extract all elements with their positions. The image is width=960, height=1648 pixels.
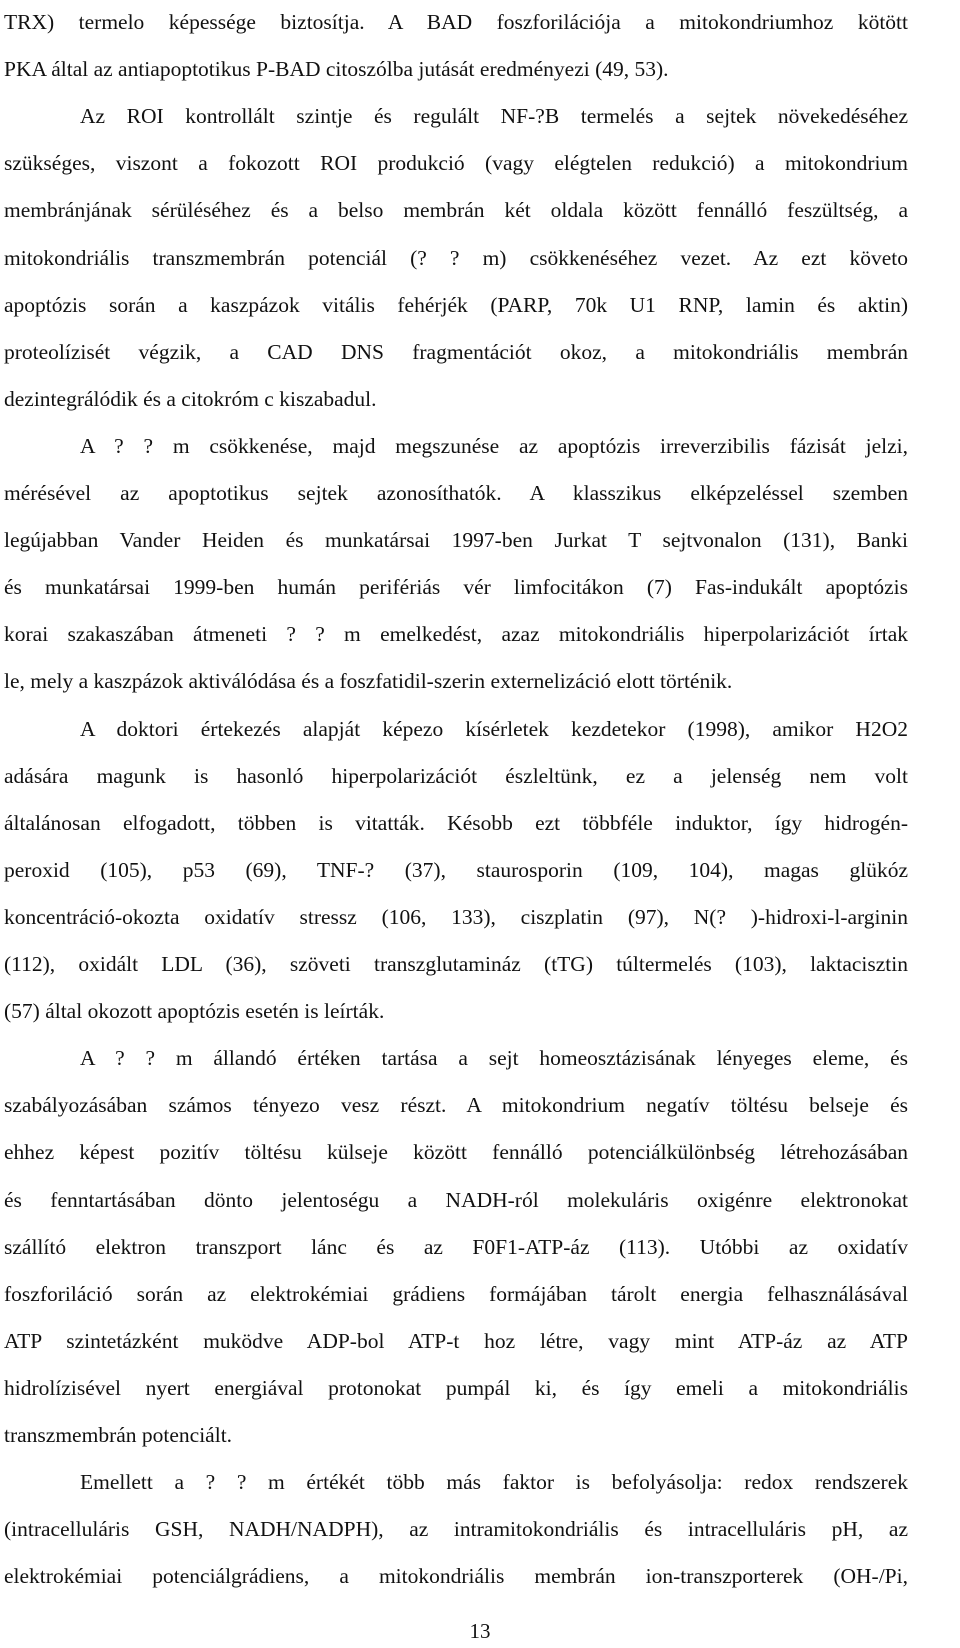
text-line: (intracelluláris GSH, NADH/NADPH), az intramitokondriális és intracelluláris pH, az <box>4 1517 908 1542</box>
text-line: proteolízisét végzik, a CAD DNS fragmentációt okoz, a mitokondriális membrán <box>4 339 908 364</box>
text-line: apoptózis során a kaszpázok vitális fehérjék (PARP, 70k U1 RNP, lamin és aktin) <box>4 292 908 317</box>
text-line: A ? ? m csökkenése, majd megszunése az apoptózis irreverzibilis fázisát jelzi, <box>80 433 908 458</box>
text-line: mérésével az apoptotikus sejtek azonosíthatók. A klasszikus elképzeléssel szemben <box>4 481 908 505</box>
text-line: adására magunk is hasonló hiperpolarizációt észleltünk, ez a jelenség nem volt <box>4 763 908 788</box>
text-line: és fenntartásában dönto jelentoségu a NADH-ról molekuláris oxigénre elektronokat <box>4 1187 908 1212</box>
text-line: PKA által az antiapoptotikus P-BAD citoszólba jutását eredményezi (49, 53). <box>4 57 669 82</box>
text-line: hidrolízisével nyert energiával protonokat pumpál ki, és így emeli a mitokondriális <box>4 1375 908 1400</box>
text-line: legújabban Vander Heiden és munkatársai 1997-ben Jurkat T sejtvonalon (131), Banki <box>4 528 908 553</box>
text-line: A ? ? m állandó értéken tartása a sejt homeosztázisának lényeges eleme, és <box>80 1046 908 1071</box>
text-line: és munkatársai 1999-ben humán perifériás vér limfocitákon (7) Fas-indukált apoptózis <box>4 575 908 600</box>
text-line: (112), oxidált LDL (36), szöveti transzglutamináz (tTG) túltermelés (103), laktacisztin <box>4 952 908 976</box>
text-line: dezintegrálódik és a citokróm c kiszabadul. <box>4 386 377 411</box>
text-line: peroxid (105), p53 (69), TNF-? (37), staurosporin (109, 104), magas glükóz <box>4 857 908 882</box>
text-line: ATP szintetázként muködve ADP-bol ATP-t hoz létre, vagy mint ATP-áz az ATP <box>4 1328 908 1353</box>
text-line: TRX) termelo képessége biztosítja. A BAD foszforilációja a mitokondriumhoz kötött <box>4 10 908 34</box>
text-line: szabályozásában számos tényezo vesz részt. A mitokondrium negatív töltésu belseje és <box>4 1093 908 1118</box>
text-line: korai szakaszában átmeneti ? ? m emelkedést, azaz mitokondriális hiperpolarizációt írtak <box>4 622 908 647</box>
text-line: szükséges, viszont a fokozott ROI produkció (vagy elégtelen redukció) a mitokondrium <box>4 151 908 176</box>
text-line: Emellett a ? ? m értékét több más faktor is befolyásolja: redox rendszerek <box>80 1470 908 1495</box>
text-line: membránjának sérüléséhez és a belso membrán két oldala között fennálló feszültség, a <box>4 198 908 223</box>
text-line: le, mely a kaszpázok aktiválódása és a foszfatidil-szerin externelizáció elott történik. <box>4 669 733 694</box>
text-line: elektrokémiai potenciálgrádiens, a mitokondriális membrán ion-transzporterek (OH-/Pi, <box>4 1564 908 1589</box>
text-line: ehhez képest pozitív töltésu külseje között fennálló potenciálkülönbség létrehozásában <box>4 1140 908 1165</box>
text-line: Az ROI kontrollált szintje és regulált NF-?B termelés a sejtek növekedéséhez <box>80 104 908 129</box>
page-number: 13 <box>469 1619 491 1643</box>
text-line: A doktori értekezés alapját képezo kísérletek kezdetekor (1998), amikor H2O2 <box>80 716 908 741</box>
text-line: mitokondriális transzmembrán potenciál (? ? m) csökkenéséhez vezet. Az ezt követo <box>4 245 908 270</box>
text-line: általánosan elfogadott, többen is vitatták. Késobb ezt többféle induktor, így hidrogén- <box>4 810 908 835</box>
text-line: foszforiláció során az elektrokémiai grádiens formájában tárolt energia felhasználásával <box>4 1281 908 1306</box>
text-line: transzmembrán potenciált. <box>4 1423 233 1447</box>
text-line: (57) által okozott apoptózis esetén is leírták. <box>4 999 385 1024</box>
text-line: szállító elektron transzport lánc és az F0F1-ATP-áz (113). Utóbbi az oxidatív <box>4 1234 908 1259</box>
text-line: koncentráció-okozta oxidatív stressz (106, 133), ciszplatin (97), N(? )-hidroxi-l-arginin <box>4 904 908 929</box>
